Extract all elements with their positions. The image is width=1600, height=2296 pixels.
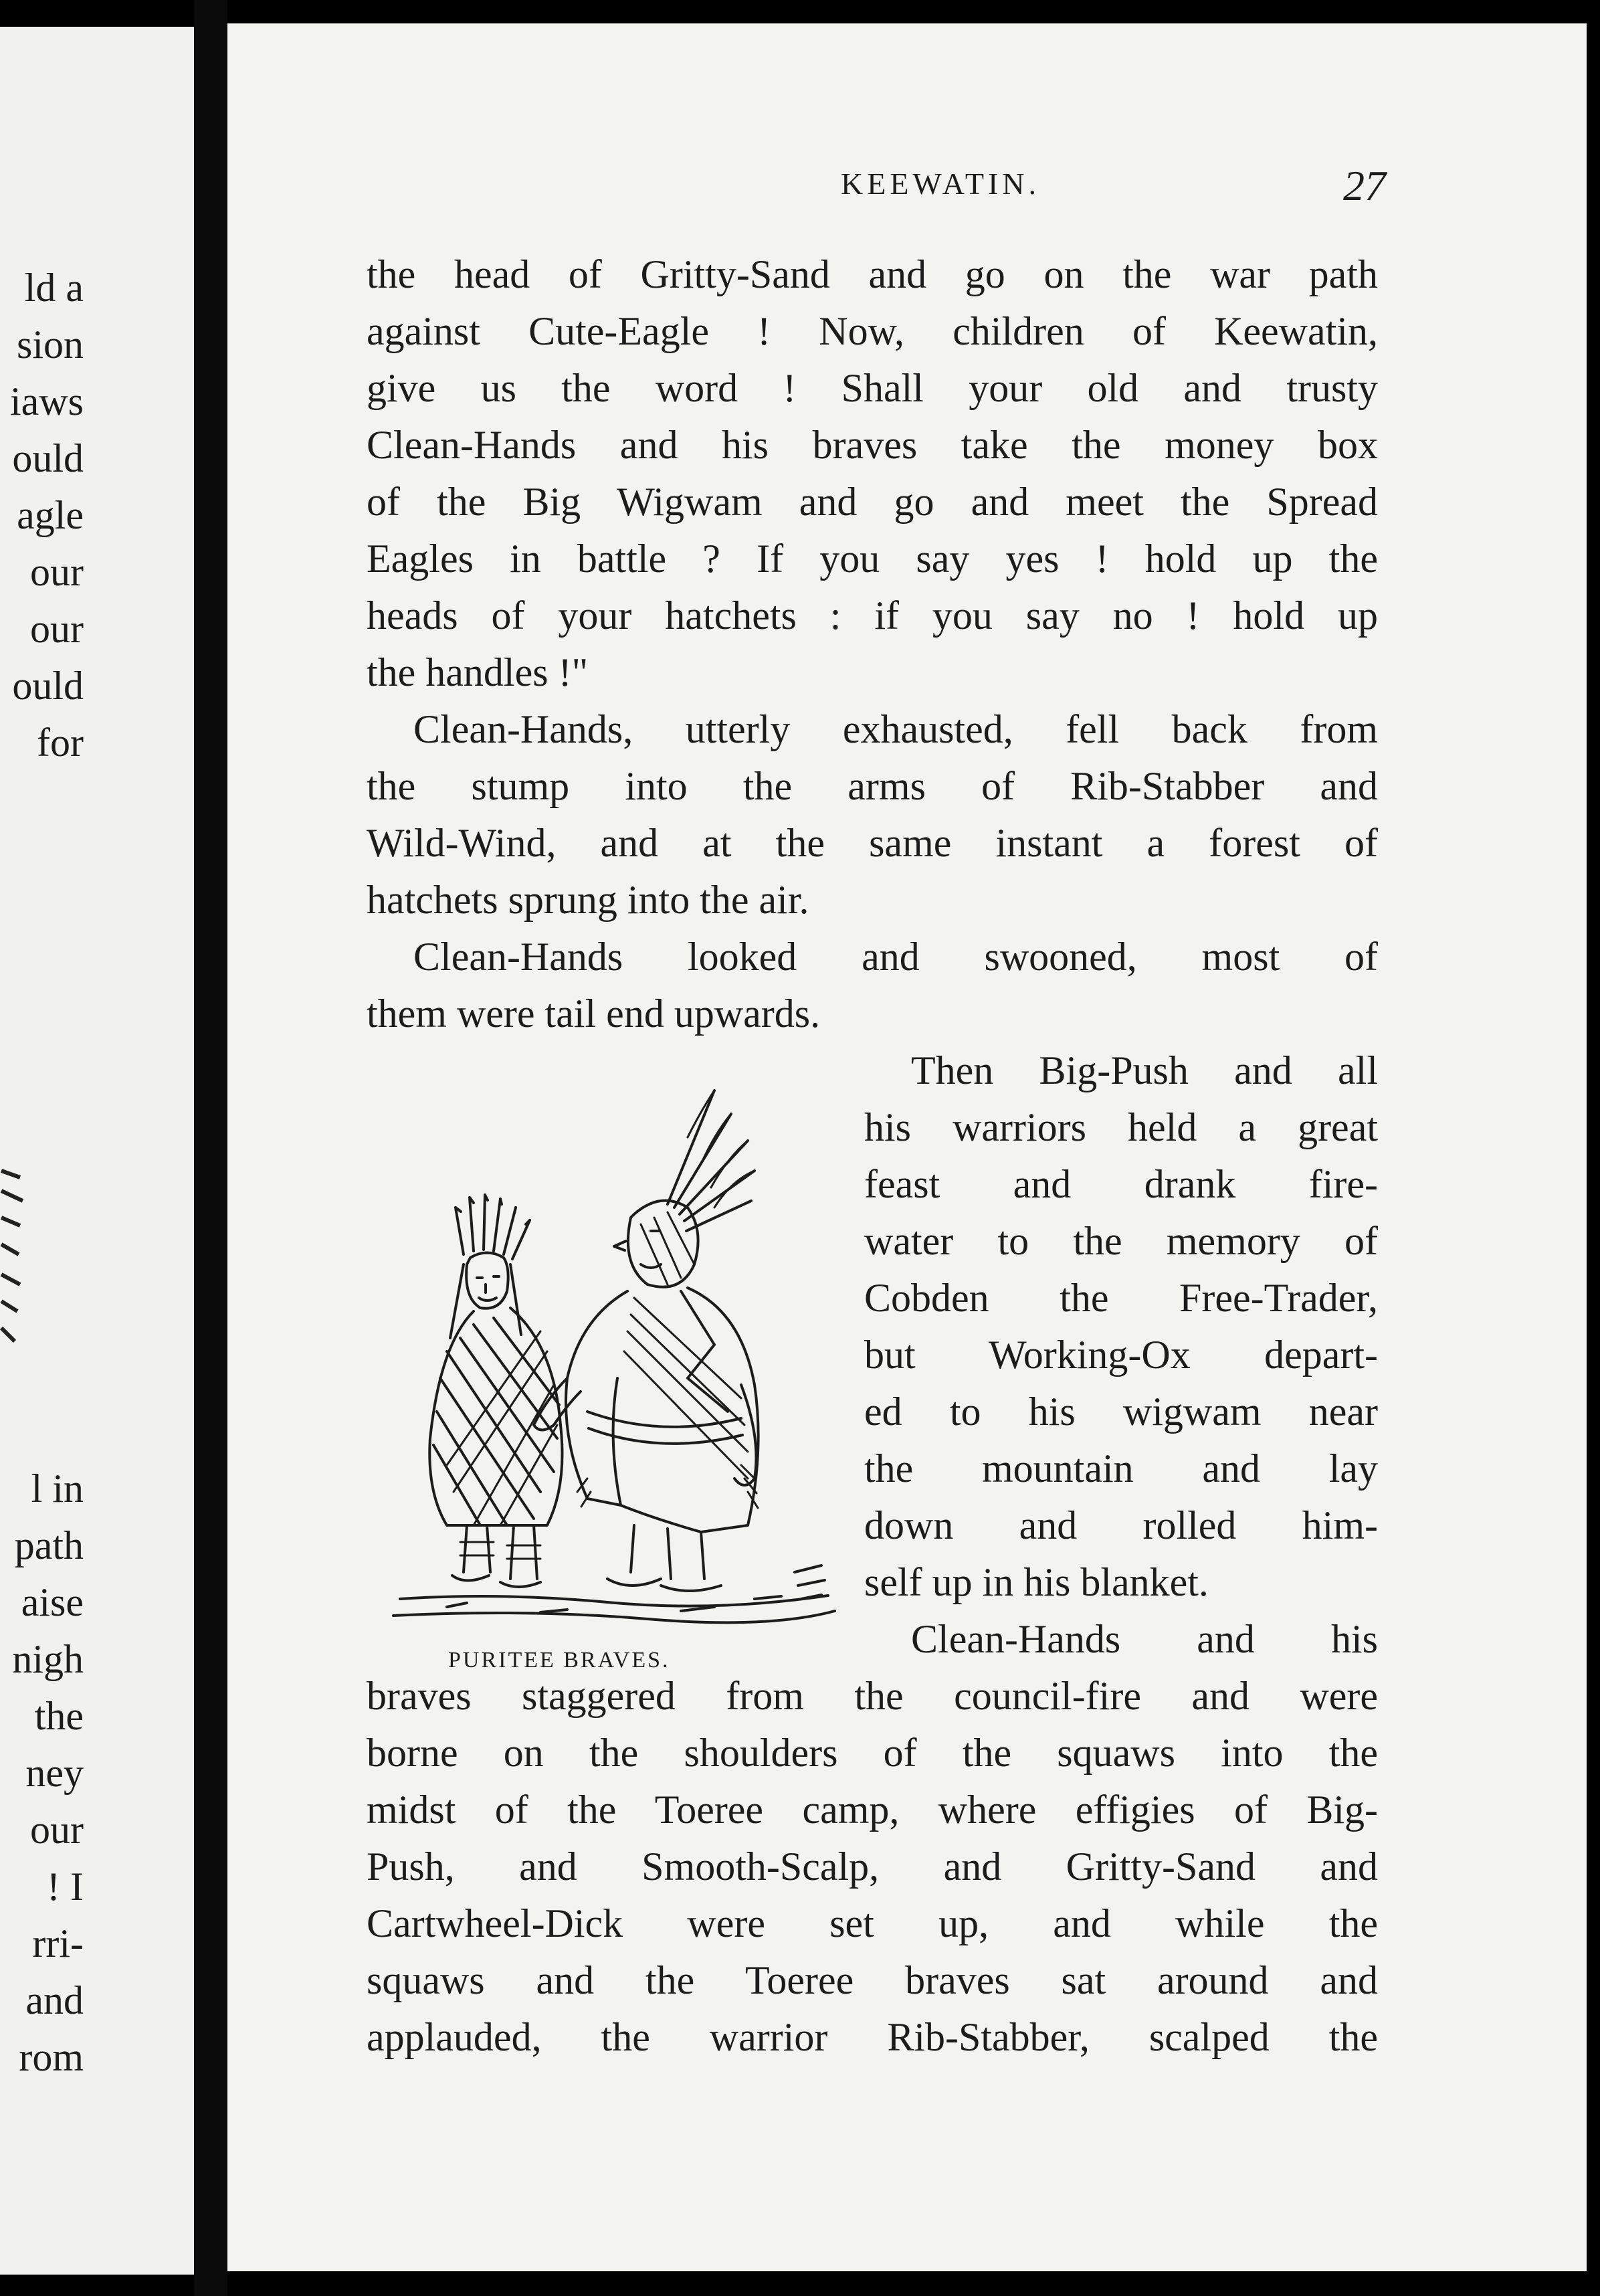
book-page <box>227 23 1587 2271</box>
text-line: hatchets sprung into the air. <box>367 878 809 922</box>
prev-line: iaws <box>10 379 84 423</box>
prev-line: nigh <box>12 1637 84 1681</box>
text-line: Clean-Hands looked and swooned, most of <box>413 935 1378 979</box>
text-line: Eagles in battle ? If you say yes ! hold up the <box>367 537 1378 581</box>
prev-line: our <box>30 550 84 594</box>
page-gutter <box>194 0 227 2296</box>
text-line: Then Big-Push and all <box>911 1048 1378 1092</box>
text-line: give us the word ! Shall your old and trusty <box>367 366 1378 410</box>
prev-line: sion <box>16 322 84 367</box>
text-line: Clean-Hands and his braves take the money box <box>367 423 1378 467</box>
text-line: the head of Gritty-Sand and go on the war path <box>367 252 1378 296</box>
prev-line: our <box>30 1808 84 1852</box>
prev-line: agle <box>17 493 84 537</box>
running-head: KEEWATIN. <box>841 167 1040 201</box>
text-line: feast and drank fire- <box>864 1162 1378 1206</box>
puritee-braves-illustration <box>367 1064 848 1639</box>
text-line: the handles !" <box>367 650 589 694</box>
text-line: ed to his wigwam near <box>864 1390 1378 1434</box>
text-line: his warriors held a great <box>864 1105 1378 1149</box>
text-line: self up in his blanket. <box>864 1560 1209 1604</box>
prev-line: and <box>25 1978 84 2022</box>
text-line: them were tail end upwards. <box>367 991 821 1036</box>
prev-line: ney <box>25 1751 84 1795</box>
prev-line: our <box>30 607 84 651</box>
text-line: squaws and the Toeree braves sat around and <box>367 1958 1378 2002</box>
prev-line: the <box>34 1694 84 1738</box>
prev-line: path <box>14 1523 84 1567</box>
previous-page <box>0 27 194 2275</box>
prev-line: ould <box>12 436 84 480</box>
text-line: down and rolled him- <box>864 1503 1378 1547</box>
prev-line: for <box>37 721 84 765</box>
illustration-caption: PURITEE BRAVES. <box>448 1648 670 1672</box>
text-line: Push, and Smooth-Scalp, and Gritty-Sand and <box>367 1844 1378 1889</box>
page-number: 27 <box>1343 162 1386 209</box>
previous-page-illustration-fragment <box>0 1164 27 1351</box>
text-line: heads of your hatchets : if you say no ! hold up <box>367 593 1378 638</box>
text-line: water to the memory of <box>864 1219 1378 1263</box>
text-line: midst of the Toeree camp, where effigies of Big- <box>367 1788 1378 1832</box>
text-line: Cobden the Free-Trader, <box>864 1276 1378 1320</box>
text-line: Clean-Hands and his <box>911 1617 1378 1661</box>
text-line: braves staggered from the council-fire and were <box>367 1674 1378 1718</box>
text-line: borne on the shoulders of the squaws into the <box>367 1731 1378 1775</box>
prev-line: ould <box>12 664 84 708</box>
prev-line: l in <box>31 1466 84 1511</box>
text-line: but Working-Ox depart- <box>864 1333 1378 1377</box>
prev-line: rri- <box>32 1921 84 1966</box>
text-line: Clean-Hands, utterly exhausted, fell back from <box>413 707 1378 751</box>
prev-line: rom <box>19 2035 84 2079</box>
text-line: of the Big Wigwam and go and meet the Spread <box>367 480 1378 524</box>
text-line: applauded, the warrior Rib-Stabber, scalped the <box>367 2015 1378 2059</box>
prev-line: ! I <box>47 1864 84 1909</box>
text-line: Wild-Wind, and at the same instant a forest of <box>367 821 1378 865</box>
prev-line: aise <box>21 1580 84 1624</box>
text-line: the stump into the arms of Rib-Stabber and <box>367 764 1378 808</box>
text-line: against Cute-Eagle ! Now, children of Keewatin, <box>367 309 1378 353</box>
prev-line: ld a <box>24 266 84 310</box>
text-line: the mountain and lay <box>864 1446 1378 1491</box>
text-line: Cartwheel-Dick were set up, and while the <box>367 1901 1378 1945</box>
